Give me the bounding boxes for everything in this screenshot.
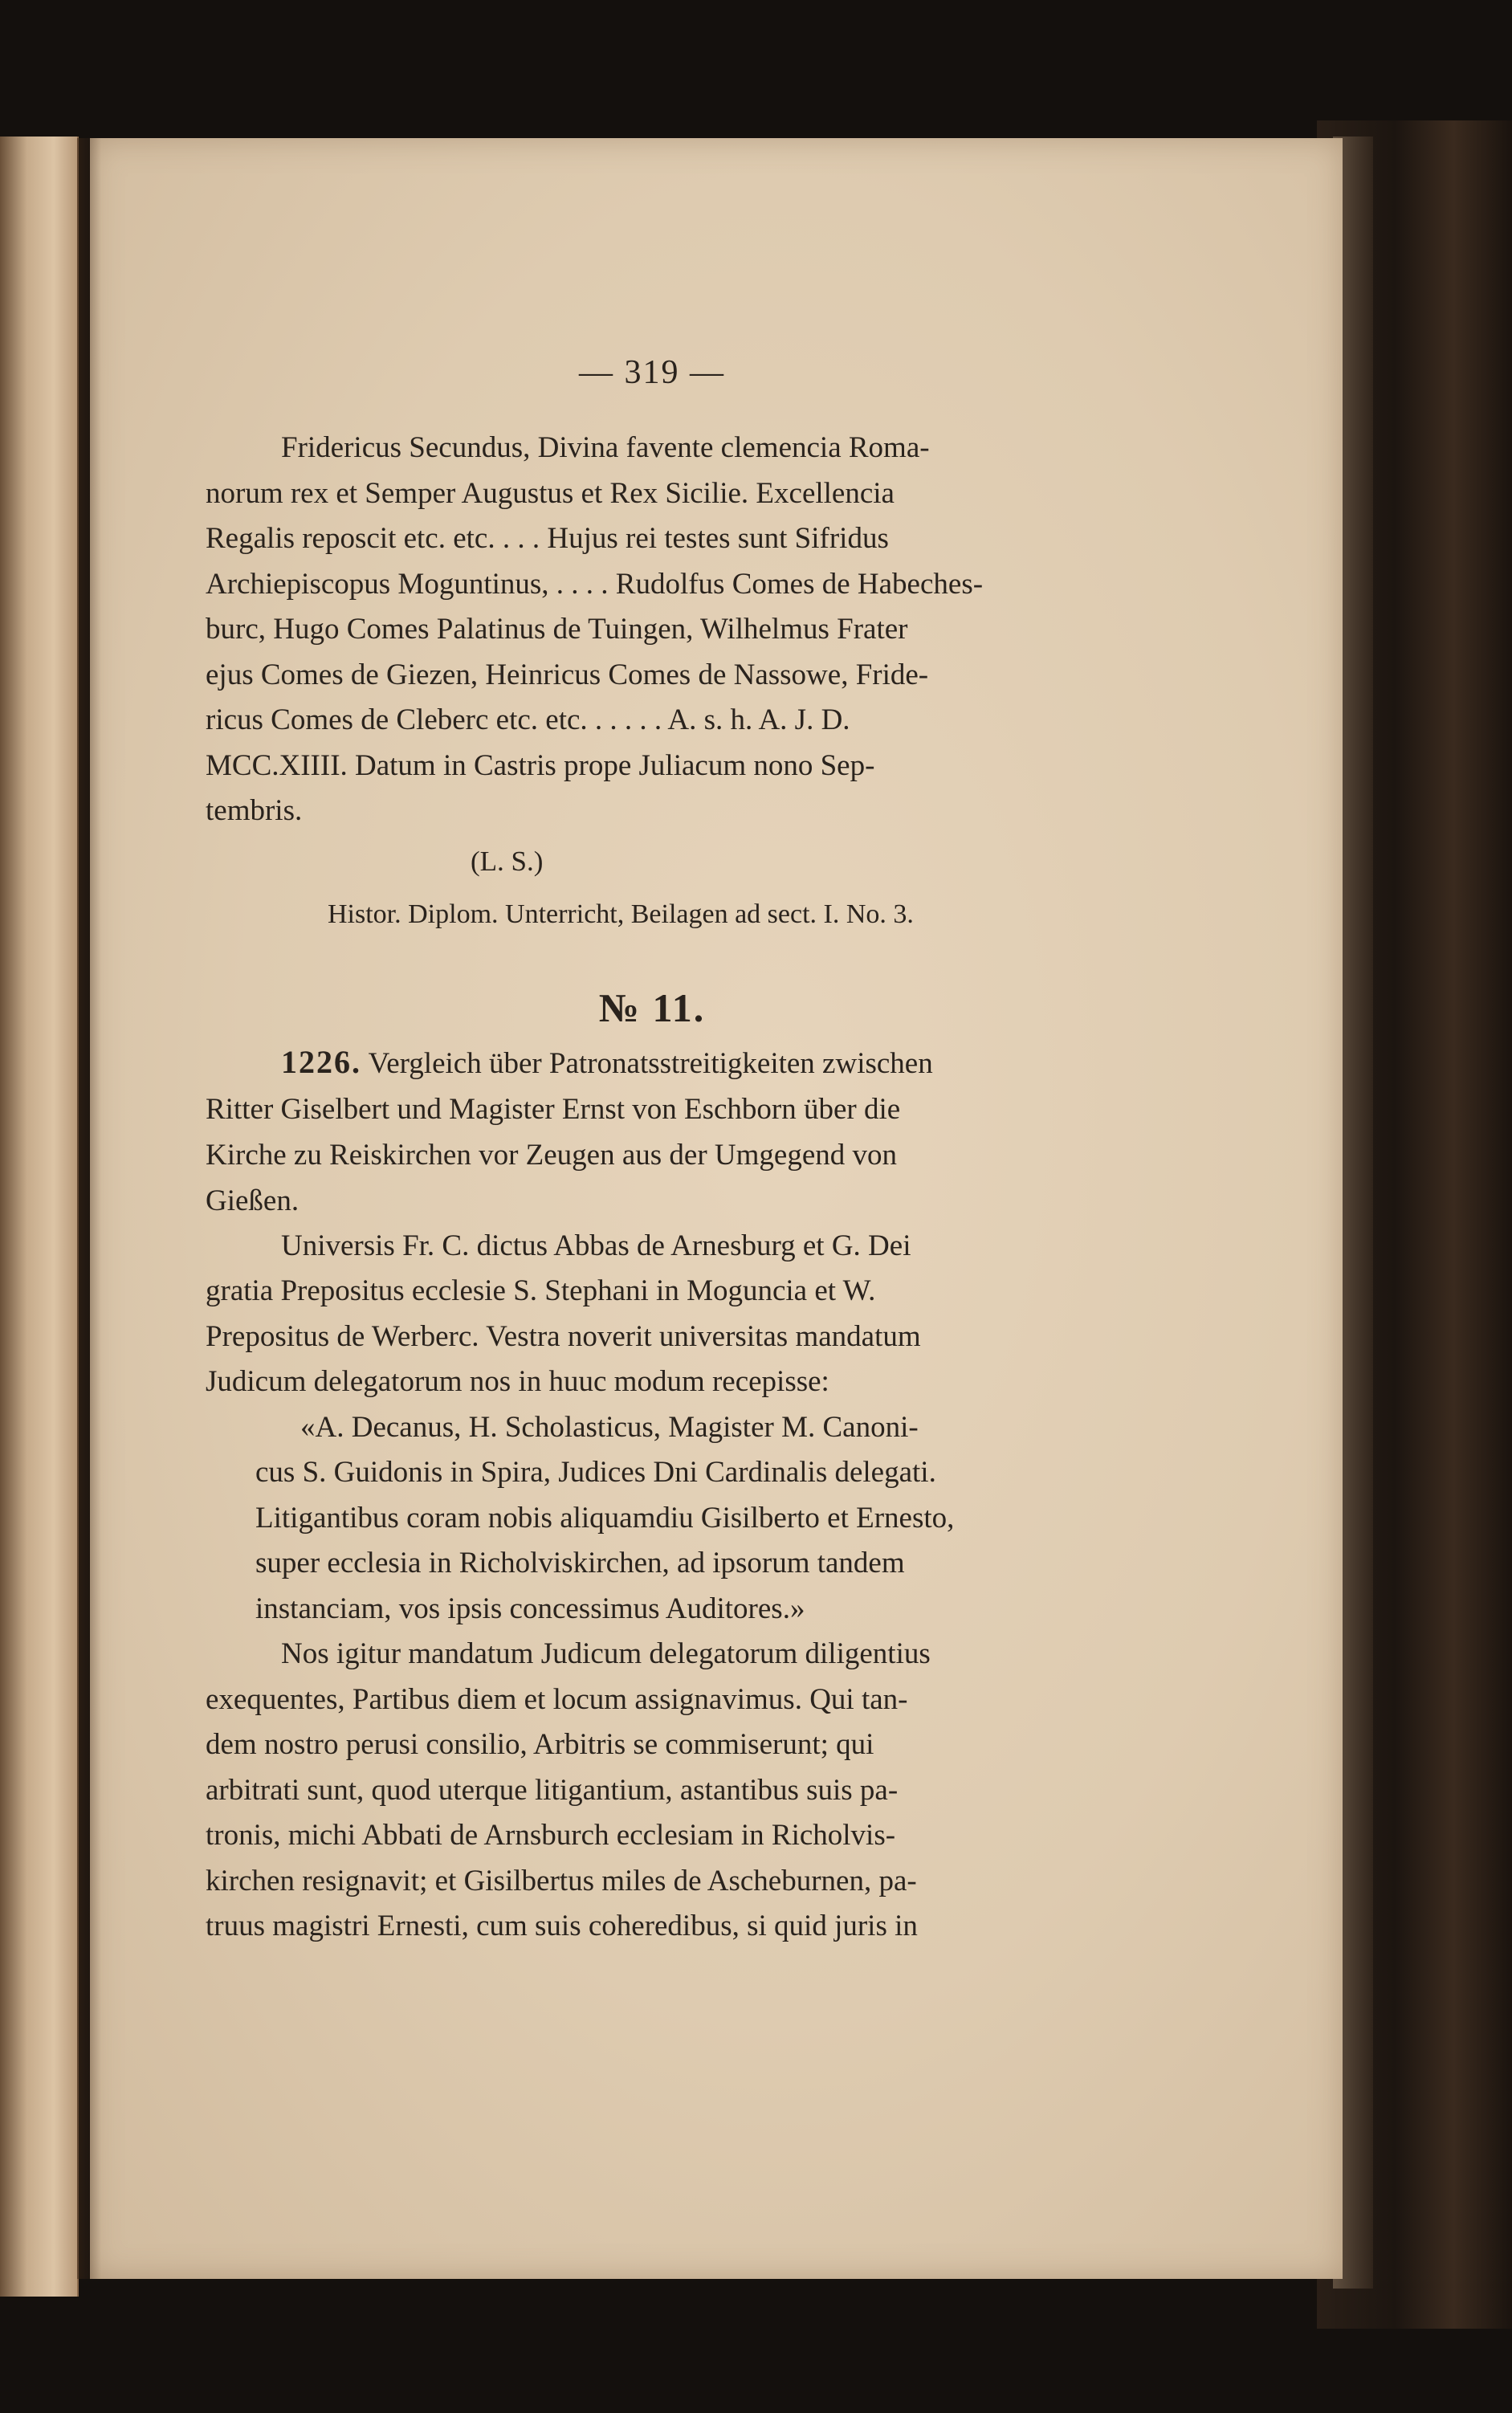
heading-text: Vergleich über Patronatsstreitigkeiten zwischen	[368, 1046, 933, 1080]
quoted-mandate	[206, 1405, 1098, 1632]
paragraph-line: tronis, michi Abbati de Arnsburch ecclesiam in Richolvis-	[206, 1819, 896, 1852]
charter-excerpt	[206, 426, 1098, 834]
source-citation: Histor. Diplom. Unterricht, Beilagen ad sect. I. No. 3.	[328, 899, 914, 929]
paragraph-line: gratia Prepositus ecclesie S. Stephani in Moguncia et W.	[206, 1274, 876, 1307]
heading-line: Kirche zu Reiskirchen vor Zeugen aus der Umgegend von	[206, 1138, 897, 1172]
paragraph-nos-igitur	[206, 1632, 1098, 1950]
paragraph-line: dem nostro perusi consilio, Arbitris se commiserunt; qui	[206, 1728, 874, 1761]
quote-line: instanciam, vos ipsis concessimus Auditores.»	[255, 1592, 805, 1625]
heading-line: Ritter Giselbert und Magister Ernst von Eschborn über die	[206, 1092, 901, 1126]
page-text	[206, 337, 1098, 1950]
document-heading	[206, 1039, 1098, 1224]
heading-first-line	[206, 1039, 1098, 1086]
charter-line: burc, Hugo Comes Palatinus de Tuingen, Wilhelmus Frater	[206, 613, 908, 646]
paragraph-line: kirchen resignavit; et Gisilbertus miles de Ascheburnen, pa-	[206, 1864, 917, 1897]
document-number: № 11.	[598, 984, 706, 1030]
paragraph-line: Judicum delegatorum nos in huuc modum recepisse:	[206, 1365, 829, 1398]
paragraph-line: Nos igitur mandatum Judicum delegatorum diligentius	[281, 1637, 931, 1670]
seal-mark: (L. S.)	[471, 845, 544, 877]
charter-line: Archiepiscopus Moguntinus, . . . . Rudolfus Comes de Habeches-	[206, 567, 984, 601]
quote-line: Litigantibus coram nobis aliquamdiu Gisilberto et Ernesto,	[255, 1501, 955, 1535]
charter-line: Regalis reposcit etc. etc. . . . Hujus rei testes sunt Sifridus	[206, 522, 889, 555]
paragraph-universis	[206, 1224, 1098, 1405]
charter-line: tembris.	[206, 794, 303, 827]
gutter-shadow	[77, 138, 101, 2279]
paragraph-line: arbitrati sunt, quod uterque litigantium, astantibus suis pa-	[206, 1773, 899, 1807]
charter-line: norum rex et Semper Augustus et Rex Sicilie. Excellencia	[206, 476, 895, 510]
page-number: — 319 —	[579, 354, 725, 391]
quote-line: «A. Decanus, H. Scholasticus, Magister M. Canoni-	[300, 1410, 919, 1444]
charter-line: MCC.XIIII. Datum in Castris prope Juliacum nono Sep-	[206, 748, 875, 782]
paragraph-line: Universis Fr. C. dictus Abbas de Arnesburg et G. Dei	[281, 1229, 911, 1262]
document-year: 1226.	[281, 1043, 361, 1080]
quote-line: cus S. Guidonis in Spira, Judices Dni Cardinalis delegati.	[255, 1456, 936, 1489]
quote-line: super ecclesia in Richolviskirchen, ad ipsorum tandem	[255, 1547, 905, 1579]
charter-line: Fridericus Secundus, Divina favente clemencia Roma-	[281, 431, 930, 464]
heading-line: Gießen.	[206, 1184, 300, 1217]
charter-line: ricus Comes de Cleberc etc. etc. . . . . . A. s. h. A. J. D.	[206, 703, 850, 736]
paragraph-line: Prepositus de Werberc. Vestra noverit universitas mandatum	[206, 1319, 921, 1353]
paragraph-line: exequentes, Partibus diem et locum assignavimus. Qui tan-	[206, 1682, 908, 1716]
charter-line: ejus Comes de Giezen, Heinricus Comes de Nassowe, Fride-	[206, 658, 929, 691]
paragraph-line: truus magistri Ernesti, cum suis coheredibus, si quid juris in	[206, 1910, 918, 1942]
previous-page-edge	[0, 137, 79, 2297]
